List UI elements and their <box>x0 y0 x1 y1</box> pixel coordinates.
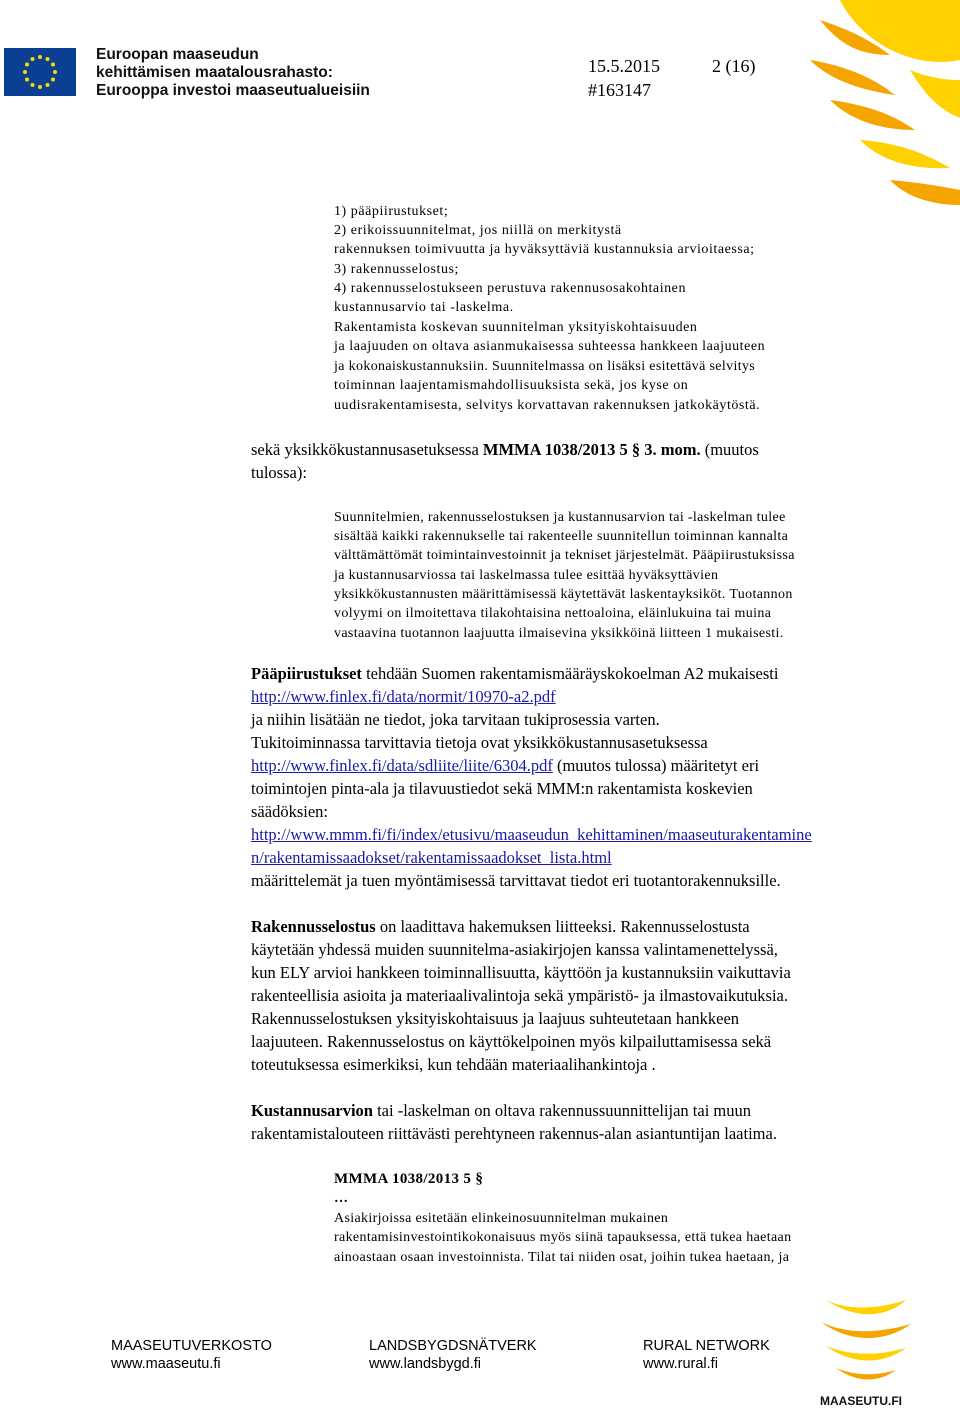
quote-title: MMMA 1038/2013 5 § <box>334 1171 484 1187</box>
mmm-link-line-2 <box>251 847 612 869</box>
mmm-link-line-1 <box>251 824 812 846</box>
text-line: käytetään yhdessä muiden suunnitelma-asiakirjojen kanssa valintamenettelyssä, <box>251 940 778 959</box>
text-line: toimintojen pinta-ala ja tilavuustiedot sekä MMM:n rakentamista koskevien <box>251 779 753 798</box>
text-line: ja laajuuden on oltava asianmukaisessa suhteessa hankkeen laajuuteen <box>334 339 766 354</box>
cost-estimate-paragraph: Kustannusarvion tai -laskelman on oltava rakennussuunnittelijan tai muun <box>251 1101 752 1120</box>
unit-cost-reference-line-2: tulossa): <box>251 463 307 482</box>
text-line: toiminnan laajentamismahdollisuuksista sekä, jos kyse on <box>334 378 689 393</box>
finlex-a2-link[interactable] <box>251 686 556 708</box>
page-count: 2 (16) <box>712 56 756 76</box>
maaseutu-logo <box>806 1290 926 1414</box>
logo-text: MAASEUTU.FI <box>820 1394 902 1408</box>
org-name-line-2: kehittämisen maatalousrahasto: <box>96 64 333 81</box>
eu-flag-logo <box>4 48 76 96</box>
text-line: 3) rakennusselostus; <box>334 262 459 277</box>
footer-url-fi[interactable]: www.maaseutu.fi <box>111 1356 221 1372</box>
footer-network-fi: MAASEUTUVERKOSTO <box>111 1338 272 1354</box>
text-line: uudisrakentamisesta, selvitys korvattavan rakennuksen jatkokäytöstä. <box>334 398 761 413</box>
text-line: 1) pääpiirustukset; <box>334 204 449 219</box>
org-name-line-3: Eurooppa investoi maaseutualueisiin <box>96 82 370 99</box>
finlex-liite-link[interactable]: http://www.finlex.fi/data/sdliite/liite/6304.pdf <box>251 756 553 775</box>
text-line: Asiakirjoissa esitetään elinkeinosuunnitelman mukainen <box>334 1211 669 1226</box>
footer-url-sv[interactable]: www.landsbygd.fi <box>369 1356 482 1372</box>
mmm-link-continued[interactable]: n/rakentamissaadokset/rakentamissaadokset_lista.html <box>251 848 612 867</box>
text-line: sisältää kaikki rakennukselle tai rakenteelle suunnitellun toiminnan kannalta <box>334 529 789 544</box>
text-line: 2) erikoissuunnitelmat, jos niillä on merkitystä <box>334 223 622 238</box>
main-drawings-paragraph: Pääpiirustukset tehdään Suomen rakentamismääräyskokoelman A2 mukaisesti <box>251 664 779 683</box>
text-line: laajuuteen. Rakennusselostus on käyttökelpoinen myös kilpailuttamisessa sekä <box>251 1032 772 1051</box>
text-line: säädöksien: <box>251 802 328 821</box>
finlex-liite-line: http://www.finlex.fi/data/sdliite/liite/6304.pdf (muutos tulossa) määritetyt eri <box>251 756 760 775</box>
org-name-line-1: Euroopan maaseudun <box>96 46 259 63</box>
text-line: Tukitoiminnassa tarvittavia tietoja ovat yksikkökustannusasetuksessa <box>251 733 708 752</box>
document-number: #163147 <box>588 80 651 100</box>
text-line: rakenteellisia asioita ja materiaalivalintoja sekä ympäristö- ja ilmastovaikutuksia. <box>251 986 788 1005</box>
text-line: välttämättömät toimintainvestoinnit ja tekniset järjestelmät. Pääpiirustuksissa <box>334 548 795 563</box>
text-line: ja kustannusarviossa tai laskelmassa tulee esittää hyväksyttävien <box>334 568 719 583</box>
text-line: Rakentamista koskevan suunnitelman yksityiskohtaisuuden <box>334 320 698 335</box>
text-line: toteutuksessa esimerkiksi, kun tehdään materiaalihankintoja . <box>251 1055 656 1074</box>
building-description-paragraph: Rakennusselostus on laadittava hakemuksen liitteeksi. Rakennusselostusta <box>251 917 750 936</box>
text-line: ainoastaan osaan investoinnista. Tilat tai niiden osat, joihin tukea haetaan, ja <box>334 1250 790 1265</box>
footer-network-en: RURAL NETWORK <box>643 1338 770 1354</box>
text-line: 4) rakennusselostukseen perustuva rakennusosakohtainen <box>334 281 687 296</box>
text-line: volyymi on ilmoitettava tilakohtaisina nettoaloina, eläinlukuina tai muina <box>334 606 772 621</box>
unit-cost-reference: sekä yksikkökustannusasetuksessa MMMA 1038/2013 5 § 3. mom. (muutos <box>251 440 759 459</box>
footer-url-en[interactable]: www.rural.fi <box>643 1356 718 1372</box>
text-line: ja kokonaiskustannuksiin. Suunnitelmassa on lisäksi esitettävä selvitys <box>334 359 756 374</box>
decorative-leaf-graphic <box>800 0 960 220</box>
text-line: ja niihin lisätään ne tiedot, joka tarvitaan tukiprosessia varten. <box>251 710 660 729</box>
link[interactable]: http://www.finlex.fi/data/normit/10970-a2.pdf <box>251 687 556 706</box>
text-line: yksikkökustannusten määrittämisessä käytettävät laskentayksiköt. Tuotannon <box>334 587 793 602</box>
text-line: rakennuksen toimivuutta ja hyväksyttäviä kustannuksia arvioitaessa; <box>334 242 755 257</box>
document-date: 15.5.2015 <box>588 56 660 76</box>
footer-network-sv: LANDSBYGDSNÄTVERK <box>369 1338 537 1354</box>
text-line: kustannusarvio tai -laskelma. <box>334 300 514 315</box>
text-line: rakentamistalouteen riittävästi perehtyneen rakennus-alan asiantuntijan laatima. <box>251 1124 777 1143</box>
mmm-link[interactable]: http://www.mmm.fi/fi/index/etusivu/maaseudun_kehittaminen/maaseuturakentamine <box>251 825 812 844</box>
leaf-logo-icon <box>806 1290 926 1390</box>
text-line: määrittelemät ja tuen myöntämisessä tarvittavat tiedot eri tuotantorakennuksille. <box>251 871 781 890</box>
text-line: kun ELY arvioi hankkeen toiminnallisuutta, käyttöön ja kustannuksiin vaikuttavia <box>251 963 791 982</box>
quote-ellipsis: … <box>334 1191 349 1206</box>
text-line: Rakennusselostuksen yksityiskohtaisuus ja laajuus suhteutetaan hankkeen <box>251 1009 740 1028</box>
text-line: Suunnitelmien, rakennusselostuksen ja kustannusarvion tai -laskelman tulee <box>334 510 786 525</box>
text-line: vastaavina tuotannon laajuutta ilmaisevina yksikköinä liitteen 1 mukaisesti. <box>334 626 784 641</box>
text-line: rakentamisinvestointikokonaisuus myös siinä tapauksessa, että tukea haetaan <box>334 1230 792 1245</box>
